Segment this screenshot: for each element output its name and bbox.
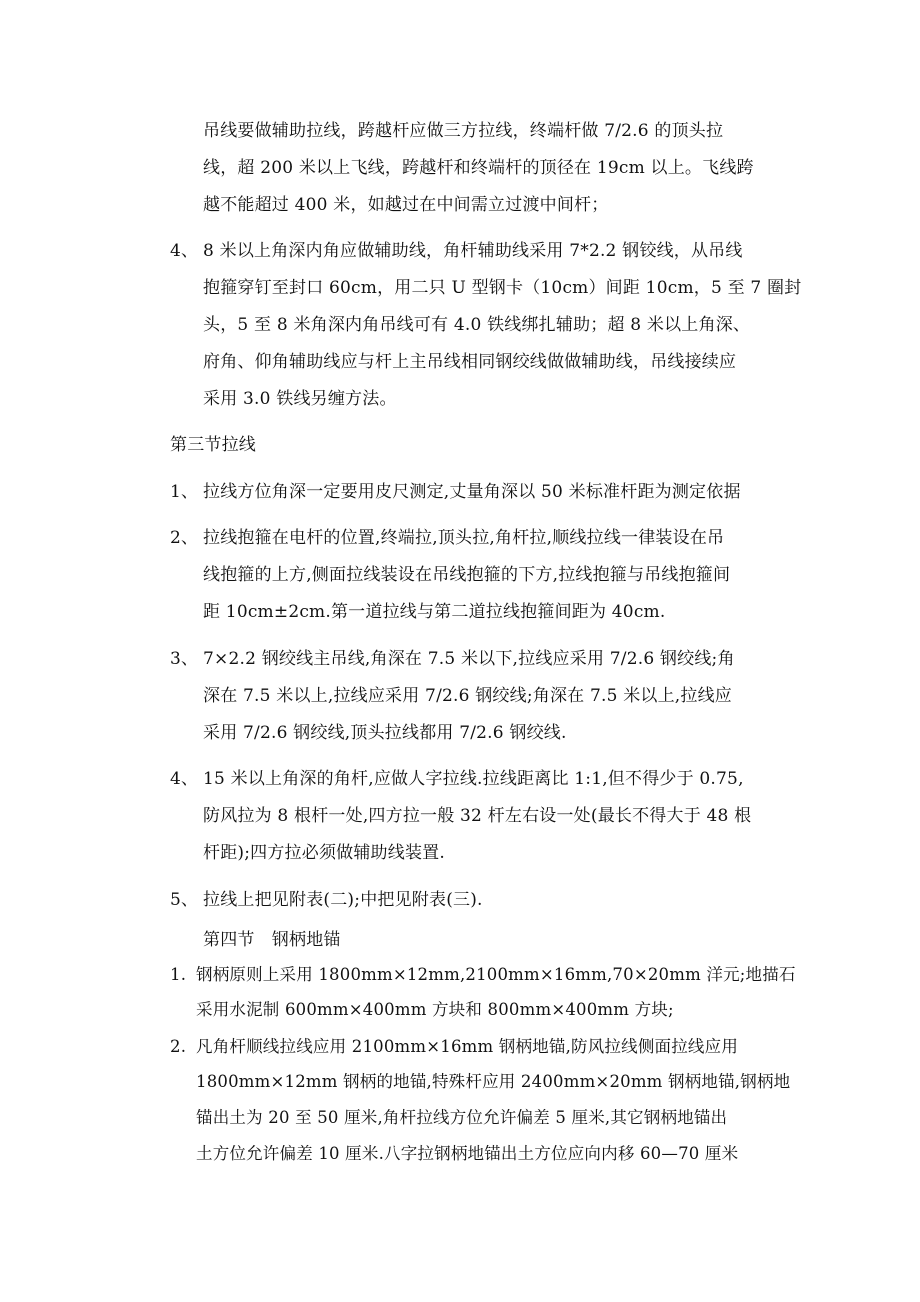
paragraph-line: 深在 7.5 米以上,拉线应采用 7/2.6 钢绞线;角深在 7.5 米以上,拉线应 bbox=[203, 686, 733, 706]
list-number: 1、 bbox=[170, 482, 199, 502]
paragraph-line: 距 10cm±2cm.第一道拉线与第二道拉线抱箍间距为 40cm. bbox=[203, 602, 666, 622]
list-number: 4、 bbox=[170, 769, 199, 789]
paragraph-line: 杆距);四方拉必须做辅助线装置. bbox=[203, 843, 445, 863]
list-number: 5、 bbox=[170, 890, 199, 910]
paragraph-line: 1800mm×12mm 钢柄的地锚,特殊杆应用 2400mm×20mm 钢柄地锚,钢柄地 bbox=[196, 1072, 791, 1091]
paragraph-line: 拉线方位角深一定要用皮尺测定,丈量角深以 50 米标准杆距为测定依据 bbox=[203, 482, 741, 502]
paragraph-line: 土方位允许偏差 10 厘米.八字拉钢柄地锚出土方位应向内移 60—70 厘米 bbox=[196, 1144, 739, 1163]
paragraph-line: 采用 3.0 铁线另缠方法。 bbox=[203, 389, 397, 409]
list-number: 2、 bbox=[170, 528, 199, 548]
paragraph-line: 15 米以上角深的角杆,应做人字拉线.拉线距离比 1:1,但不得少于 0.75, bbox=[203, 769, 744, 789]
paragraph-line: 线抱箍的上方,侧面拉线装设在吊线抱箍的下方,拉线抱箍与吊线抱箍间 bbox=[203, 565, 731, 585]
list-number: 4、 bbox=[170, 241, 199, 261]
paragraph-line: 防风拉为 8 根杆一处,四方拉一般 32 杆左右设一处(最长不得大于 48 根 bbox=[203, 806, 752, 826]
list-number: 3、 bbox=[170, 649, 199, 669]
paragraph-line: 凡角杆顺线拉线应用 2100mm×16mm 钢柄地锚,防风拉线侧面拉线应用 bbox=[196, 1037, 739, 1056]
paragraph-line: 吊线要做辅助拉线，跨越杆应做三方拉线，终端杆做 7/2.6 的顶头拉 bbox=[203, 121, 724, 141]
paragraph-line: 抱箍穿钉至封口 60cm，用二只 U 型钢卡（10cm）间距 10cm，5 至 7 圈封 bbox=[203, 278, 802, 298]
paragraph-line: 采用水泥制 600mm×400mm 方块和 800mm×400mm 方块; bbox=[196, 1000, 674, 1019]
paragraph-line: 府角、仰角辅助线应与杆上主吊线相同钢绞线做做辅助线，吊线接续应 bbox=[203, 352, 737, 372]
paragraph-line: 头，5 至 8 米角深内角吊线可有 4.0 铁线绑扎辅助；超 8 米以上角深、 bbox=[203, 315, 751, 335]
paragraph-line: 拉线抱箍在电杆的位置,终端拉,顶头拉,角杆拉,顺线拉线一律装设在吊 bbox=[203, 528, 725, 548]
paragraph-line: 8 米以上角深内角应做辅助线，角杆辅助线采用 7*2.2 钢铰线，从吊线 bbox=[203, 241, 743, 261]
list-number: 1. bbox=[170, 965, 187, 984]
paragraph-line: 7×2.2 钢绞线主吊线,角深在 7.5 米以下,拉线应采用 7/2.6 钢绞线;角 bbox=[203, 649, 735, 669]
paragraph-line: 采用 7/2.6 钢绞线,顶头拉线都用 7/2.6 钢绞线. bbox=[203, 723, 567, 743]
paragraph-line: 钢柄原则上采用 1800mm×12mm,2100mm×16mm,70×20mm 洋元;地描石 bbox=[196, 965, 796, 984]
list-number: 2. bbox=[170, 1037, 187, 1056]
paragraph-line: 锚出土为 20 至 50 厘米,角杆拉线方位允许偏差 5 厘米,其它钢柄地锚出 bbox=[196, 1108, 728, 1127]
paragraph-line: 线，超 200 米以上飞线，跨越杆和终端杆的顶径在 19cm 以上。飞线跨 bbox=[203, 158, 754, 178]
section-heading: 第四节 钢柄地锚 bbox=[203, 930, 341, 950]
paragraph-line: 拉线上把见附表(二);中把见附表(三). bbox=[203, 890, 483, 910]
paragraph-line: 越不能超过 400 米，如越过在中间需立过渡中间杆； bbox=[203, 195, 609, 215]
section-heading: 第三节拉线 bbox=[170, 435, 256, 455]
